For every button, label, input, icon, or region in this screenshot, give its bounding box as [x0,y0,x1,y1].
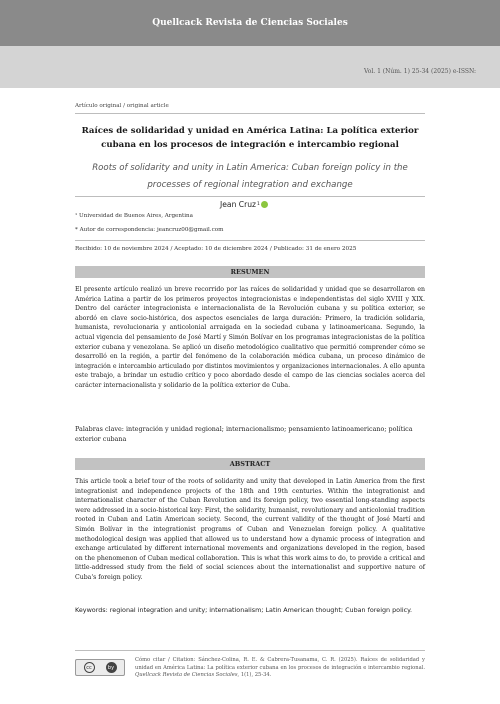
divider [75,240,425,241]
abstract-keywords: Keywords: regional integration and unity; internationalism; Latin American thought; Cuban foreign policy. [75,606,413,614]
resumen-heading-bar [75,266,425,278]
citation-tail: 1(1), 25-34. [240,672,272,679]
correspondence-email[interactable]: * Autor de correspondencia: jeancruz00@gmail.com [75,227,224,233]
author-affiliation: ¹ Universidad de Buenos Aires, Argentina [75,213,193,219]
abstract-heading-bar [75,458,425,470]
resumen-heading: RESUMEN [230,268,270,276]
resumen-text: El presente artículo realizó un breve recorrido por las raíces de solidaridad y unidad que se desarrollaron en América Latina a partir de los primeros proyectos integracionistas e independentistas del siglo XVIII y XIX. Dentro del carácter integracionista e internacionalista de la Revolución cubana y su política exterior, se abordó en clave socio-histórica, dos aspectos esenciales de larga duración: Primero, la tradición solidaria, humanista, revolucionaria y anticolonial arraigada en la sociedad cubana y latinoamericana. Segundo, la actual vigencia del pensamiento de José Martí y Simón Bolívar en los programas integracionistas de la política exterior cubana y venezolana. Se aplicó un diseño metodológico cualitativo que permitió comprender cómo se desarrolló en la región, a partir del fenómeno de la colaboración médica cubana, un proceso dinámico de integración e intercambio articulado por distintos movimientos y organizaciones internacionales. A ello apunta este trabajo, a brindar un estudio crítico y poco abordado desde el campo de las ciencias sociales acerca del carácter internacionalista y solidario de la política exterior de Cuba. [75,286,425,389]
orcid-icon[interactable] [261,201,268,208]
article-type: Artículo original / original article [75,103,169,109]
divider [75,113,425,114]
publication-dates: Recibido: 10 de noviembre 2024 / Aceptado: 10 de diciembre 2024 / Publicado: 31 de enero 2025 [75,246,357,252]
citation-lead: Cómo citar / Citation: Sánchez-Colina, R. E. & Cabrera-Tusanama, C. R. (2025). Raíces de solidaridad y unidad en América Latina: La política exterior cubana en los procesos de integración e intercambio regional. [135,657,425,671]
journal-header [0,0,500,46]
divider [75,196,425,197]
volume-line: Vol. 1 (Núm. 1) 25-34 (2025) e-ISSN: [363,68,476,75]
citation-journal: Quellcack Revista de Ciencias Sociales, [135,672,240,679]
author-line [220,200,268,209]
cc-icon: cc [84,662,95,673]
journal-name: Quellcack Revista de Ciencias Sociales [152,18,348,28]
by-person-icon: by [106,662,117,673]
title-spanish: Raíces de solidaridad y unidad en América Latina: La política exterior cubana en los procesos de integración e intercambio regional [81,126,419,150]
journal-subheader [0,46,500,88]
title-english: Roots of solidarity and unity in Latin America: Cuban foreign policy in the processes of regional integration and exchange [92,163,408,190]
citation [135,657,425,680]
author-affiliation-mark: 1 [257,202,260,207]
divider [75,650,425,651]
abstract-text: This article took a brief tour of the roots of solidarity and unity that developed in Latin America from the first integrationist and independence projects of the 18th and 19th centuries. Within the integrationist and internationalist character of the Cuban Revolution and its foreign policy, two essential long-standing aspects were addressed in a socio-historical key: First, the solidarity, humanist, revolutionary and anticolonial tradition rooted in Cuban and Latin American society. Second, the current validity of the thought of José Martí and Simón Bolívar in the integrationist programs of Cuban and Venezuelan foreign policy. A qualitative methodological design was applied that allowed us to understand how a dynamic process of integration and exchange articulated by different international movements and organizations developed in the region, based on the phenomenon of Cuban medical collaboration. This is what this work aims to do, to provide a critical and little-addressed study from the field of social sciences about the internationalist and supportive nature of Cuba's foreign policy. [75,478,425,581]
author-name: Jean Cruz [220,200,257,209]
resumen-keywords: Palabras clave: integración y unidad regional; internacionalismo; pensamiento latinoamericano; política exterior cubana [75,425,413,443]
abstract-heading: ABSTRACT [229,460,271,468]
cc-by-license-icon[interactable] [75,659,125,676]
